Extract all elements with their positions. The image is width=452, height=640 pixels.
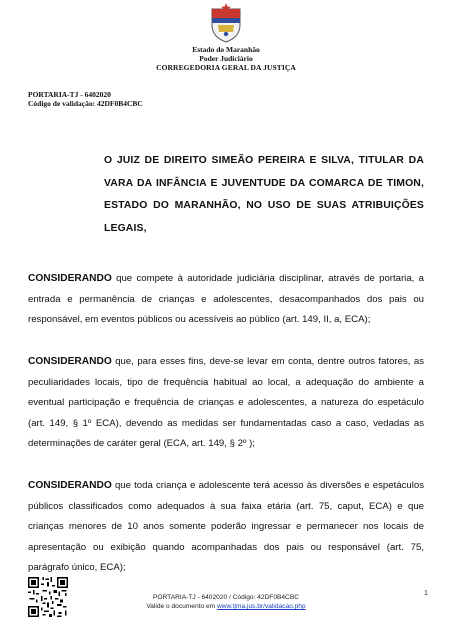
footer-portaria-code: PORTARIA-TJ - 6402020 / Código: 42DF0B4CBC (153, 594, 299, 601)
footer-validation-line (108, 603, 344, 611)
paragraph-1-text: que compete à autoridade judiciária disciplinar, através de portaria, a entrada e permanência de crianças e adolescentes, desacompanhados dos pais ou responsável, em eventos públicos ou acessíveis ao público (art. 149, II, a, ECA); (28, 273, 424, 325)
validation-link[interactable]: www.tjma.jus.br/validacao.php (216, 603, 306, 610)
header-state: Estado do Maranhão (192, 45, 260, 54)
document-heading: O JUIZ DE DIREITO SIMEÃO PEREIRA E SILVA, TITULAR DA VARA DA INFÂNCIA E JUVENTUDE DA COMARCA DE TIMON, ESTADO DO MARANHÃO, NO USO DE SUAS ATRIBUIÇÕES LEGAIS, (104, 155, 424, 234)
header-power: Poder Judiciário (199, 54, 253, 63)
paragraph-3 (28, 476, 424, 579)
considerando-keyword: CONSIDERANDO (28, 273, 112, 284)
considerando-keyword: CONSIDERANDO (28, 480, 112, 491)
validation-code: Código de validação: 42DF0B4CBC (28, 99, 143, 108)
paragraph-2 (28, 352, 424, 455)
portaria-number: PORTARIA-TJ - 6402020 (28, 90, 111, 99)
qr-code-icon (28, 577, 68, 617)
paragraph-3-text: que toda criança e adolescente terá acesso às diversões e espetáculos públicos classificados como adequados à sua faixa etária (art. 75, caput, ECA) e que crianças menores de 10 anos somente poderão ingressar e permanecer nos locais de apresentação ou exibição quando acompanhadas dos pais ou responsável (art. 75, parágrafo único, ECA); (28, 480, 424, 573)
header-corregedoria: CORREGEDORIA GERAL DA JUSTIÇA (156, 63, 296, 72)
paragraph-1 (28, 269, 424, 331)
maranhao-coat-of-arms-icon (208, 3, 244, 43)
paragraph-2-text: que, para esses fins, deve-se levar em conta, dentre outros fatores, as peculiaridades locais, tipo de frequência habitual ao local, a adequação do ambiente a eventual participação e frequência de crianças e adolescentes, a natureza do espetáculo (art. 149, § 1º ECA), devendo as medidas ser fundamentadas caso a caso, vedadas as determinações de caráter geral (ECA, art. 149, § 2º ); (28, 356, 424, 449)
considerando-keyword: CONSIDERANDO (28, 356, 112, 367)
page-number: 1 (424, 590, 428, 597)
footer-validation-prefix: Valide o documento em (146, 603, 217, 610)
